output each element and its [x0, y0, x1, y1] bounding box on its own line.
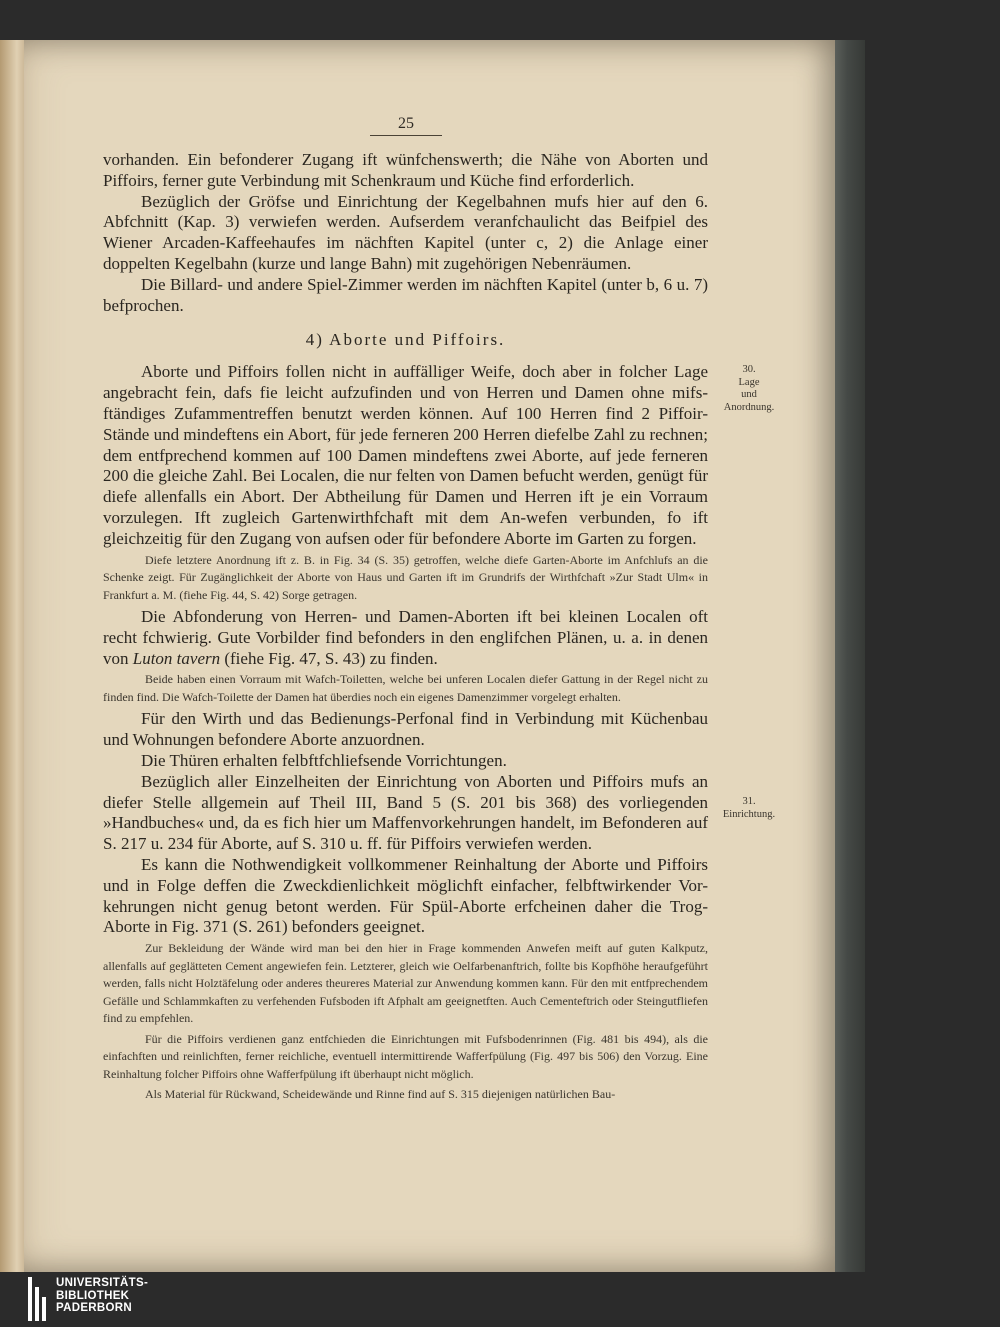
text-span: Die Abfonderung von Herren- und Damen-Aborten ift bei kleinen Localen oft recht fchwierig. Gute Vorbilder find befonders in den englifchen Plänen, u. a. in denen von: [103, 607, 708, 668]
library-logo-text: [56, 1277, 148, 1315]
paragraph: Die Thüren erhalten felbftfchliefsende Vorrichtungen.: [141, 751, 507, 771]
paragraph: Aborte und Piffoirs follen nicht in auffälliger Weife, doch aber in folcher Lage angebracht fein, dafs fie leicht aufzufinden und von Herren und Damen ohne mifs-ftändiges Zufammentreffen benutzt werden können. Auf 100 Herren find 2 Piffoir-Stände und mindeftens ein Abort, für jede ferneren 200 Herren diefelbe Zahl zu rechnen; dem entfprechend kommen auf 100 Damen mindeftens zwei Aborte, auf jede ferneren 200 die gleiche Zahl. Bei Localen, die nur felten von Damen befucht werden, genügt für diefe allenfalls ein Abort. Der Abtheilung für Damen und Herren ift je ein Vorraum vorzulegen. Ift zugleich Gartenwirthfchaft mit dem An-wefen verbunden, fo ift gleichzeitig für den Zugang von aufsen oder für befondere Aborte im Garten zu forgen.: [103, 362, 708, 548]
paragraph: Es kann die Nothwendigkeit vollkommener Reinhaltung der Aborte und Piffoirs und in Folge deffen die Zweckdienlichkeit möglichft einfacher, felbftwirkender Vor-kehrungen nicht genug betont werden. Für Spül-Aborte erfcheinen daher die Trog-Aborte in Fig. 371 (S. 261) befonders geeignet.: [103, 855, 708, 937]
margin-note-lage: [716, 364, 782, 414]
facing-page-edge: [0, 40, 24, 1272]
paragraph: vorhanden. Ein befonderer Zugang ift wünfchenswerth; die Nähe von Aborten und Piffoirs, ferner gute Verbindung mit Schenkraum und Küche find erforderlich.: [103, 150, 708, 190]
paragraph: Bezüglich aller Einzelheiten der Einrichtung von Aborten und Piffoirs mufs an diefer Stelle allgemein auf Theil III, Band 5 (S. 201 bis 368) des vorliegenden »Handbuches« und, da es fich hier um Maffenvorkehrungen handelt, im Befonderen auf S. 217 u. 234 für Aborte, auf S. 310 u. ff. für Piffoirs verwiefen werden.: [103, 771, 708, 854]
library-logo: [28, 1277, 148, 1321]
library-logo-icon: [28, 1277, 48, 1321]
margin-note-line: Einrichtung.: [722, 808, 776, 820]
small-print-paragraph: Für die Piffoirs verdienen ganz entfchieden die Einrichtungen mit Fufsbodenrinnen (Fig. 481 bis 494), als die einfachften und reinlichften, ferner reichliche, eventuell intermittirende Wafferfpülung (Fig. 497 bis 506) den Vorzug. Eine Reinhaltung folcher Piffoirs ohne Wafferfpülung ift überhaupt nicht möglich.: [103, 1031, 708, 1081]
small-print-paragraph: Diefe letztere Anordnung ift z. B. in Fig. 34 (S. 35) getroffen, welche diefe Garten-Aborte im Anfchlufs an die Schenke zeigt. Für Zugänglichkeit der Aborte von Haus und Garten ift im Grundrifs der Wirthfchaft »Zur Stadt Ulm« in Frankfurt a. M. (fiehe Fig. 44, S. 42) Sorge getragen.: [103, 552, 708, 602]
italic-text: Luton tavern: [132, 648, 221, 668]
paragraph: Bezüglich der Gröfse und Einrichtung der Kegelbahnen mufs hier auf den 6. Abfchnitt (Kap. 3) verwiefen werden. Aufserdem veranfchaulicht das Beifpiel des Wiener Arcaden-Kaffeehaufes im nächften Kapitel (unter c, 2) die Anlage einer doppelten Kegelbahn (kurze und lange Bahn) mit zugehörigen Nebenräumen.: [103, 191, 708, 273]
margin-note-line: Anordnung.: [723, 401, 775, 413]
small-print-paragraph: Zur Bekleidung der Wände wird man bei den hier in Frage kommenden Anwefen meift auf guten Kalkputz, allenfalls auf geglätteten Cement angewiefen fein. Letzterer, gleich wie Oelfarbenanftrich, follte bis Kopfhöhe heraufgeführt werden, falls nicht Holztäfelung oder anderes theureres Material zur Anwendung kommen kann. Für den mit entfprechendem Gefälle und Schlammkaften zu verfehenden Fufsboden ift Afphalt am geeignetften. Auch Cementeftrich oder Steingutfliefen find zu empfehlen.: [103, 941, 708, 1026]
paragraph: Die Billard- und andere Spiel-Zimmer werden im nächften Kapitel (unter b, 6 u. 7) befprochen.: [103, 274, 708, 315]
logo-line: PADERBORN: [56, 1302, 132, 1314]
margin-note-number: 31.: [742, 796, 756, 807]
page-number: 25: [370, 115, 442, 136]
paragraph: Für den Wirth und das Bedienungs-Perfonal find in Verbindung mit Küchenbau und Wohnungen befondere Aborte anzuordnen.: [103, 709, 708, 750]
page-body: [103, 150, 708, 1107]
small-print-paragraph: Als Material für Rückwand, Scheidewände und Rinne find auf S. 315 diejenigen natürlichen Bau-: [145, 1087, 616, 1102]
margin-note-einrichtung: [716, 796, 782, 821]
text-span: (fiehe Fig. 47, S. 43) zu finden.: [220, 648, 438, 668]
logo-line: UNIVERSITÄTS-: [56, 1277, 149, 1289]
section-heading: 4) Aborte und Piffoirs.: [305, 330, 506, 350]
book-binding: [835, 40, 865, 1272]
paragraph: [103, 607, 708, 669]
margin-note-number: 30.: [742, 364, 756, 375]
logo-line: BIBLIOTHEK: [56, 1289, 130, 1302]
margin-note-line: und: [741, 389, 757, 400]
margin-note-line: Lage: [738, 376, 760, 388]
small-print-paragraph: Beide haben einen Vorraum mit Wafch-Toiletten, welche bei unferen Localen diefer Gattung in der Regel nicht zu finden find. Die Wafch-Toilette der Damen hat überdies noch ein eigenes Damenzimmer vorgelegt erhalten.: [103, 672, 708, 704]
